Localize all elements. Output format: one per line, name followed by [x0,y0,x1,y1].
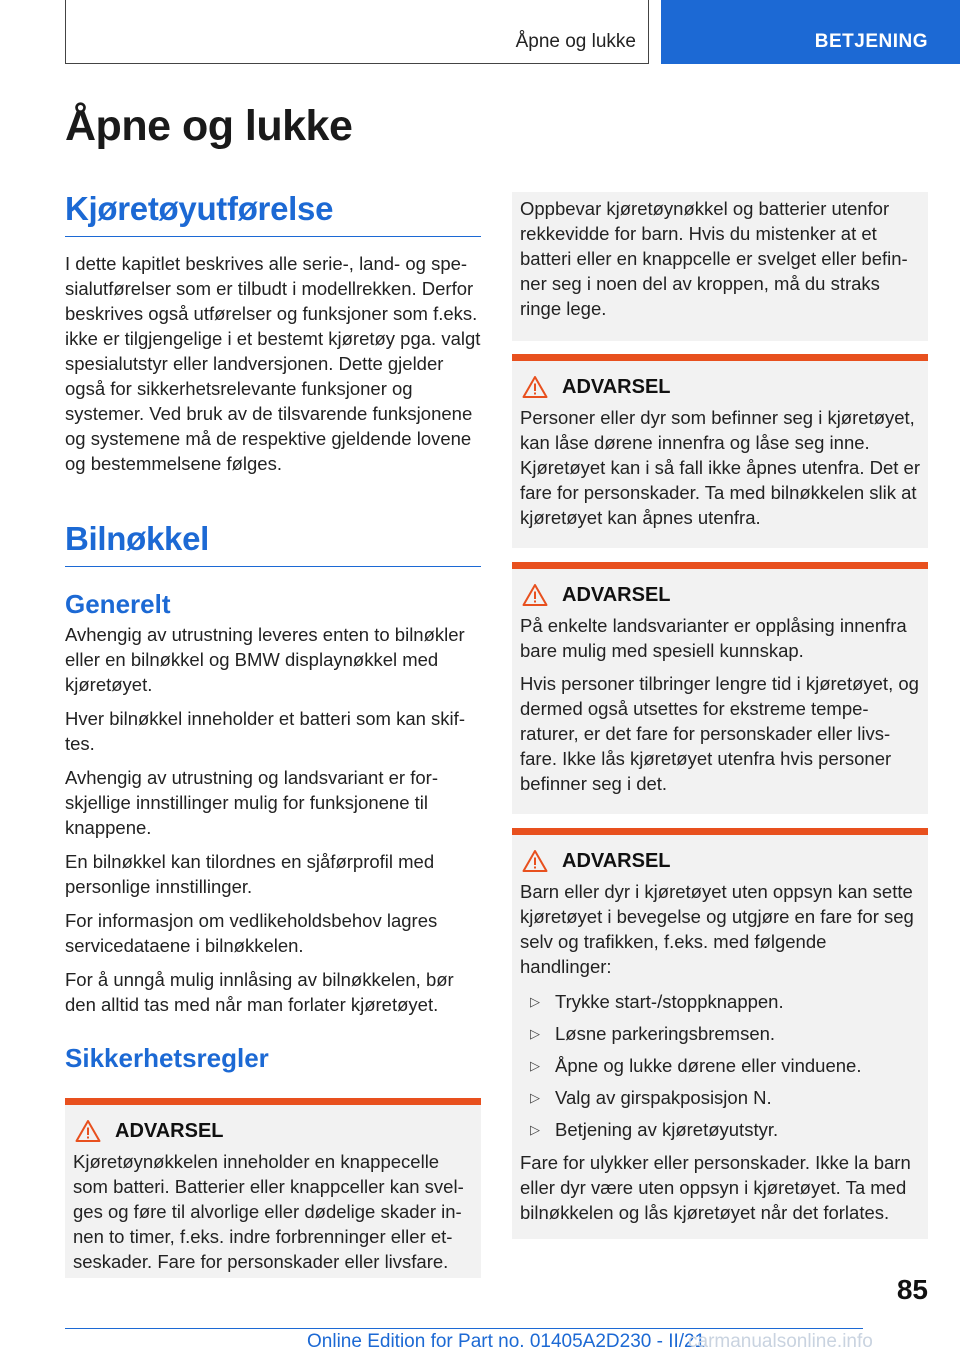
list-item-text: Løsne parkeringsbremsen. [555,1023,776,1044]
general-paragraph: Avhengig av utrustning leveres enten to bilnøkler eller en bilnøkkel og BMW displaynøkkel med kjøretøyet. [65,624,465,695]
list-item [520,1053,920,1078]
footer-watermark: carmanualsonline.info [688,1331,873,1352]
warning-outro-text: Fare for ulykker eller personskader. Ikke la barn eller dyr være uten oppsyn i kjøretøyet. Ta med bilnøkkelen og lås kjøretøyet når det forlates. [520,1152,911,1223]
header-section-title: Åpne og lukke [515,31,636,52]
warning-box [512,354,928,548]
list-item-text: Trykke start-/stoppknappen. [555,991,784,1012]
warning-box [512,828,928,1239]
warning-title-label: ADVARSEL [562,375,671,398]
list-item [520,989,920,1014]
list-item-text: Åpne og lukke dørene eller vinduene. [555,1055,862,1076]
warning-title [73,1119,473,1143]
header-chapter-tab: BETJENING [661,0,960,64]
list-item [520,1117,920,1142]
warning-triangle-icon [75,1119,101,1143]
right-column [512,192,928,1239]
warning-triangle-icon [522,375,548,399]
warning-text: Hvis personer tilbringer lengre tid i kjøretøyet, og dermed også utsettes for ekstreme temperaturer, er det fare for personskader eller livsfare. Ikke lås kjøretøyet utenfra hvis personer befinner seg i det. [520,673,919,794]
warning-continued-box [512,192,928,341]
footer-edition-text: Online Edition for Part no. 01405A2D230 - II/21 [307,1331,706,1352]
triangle-bullet-icon: ▷ [530,1090,540,1105]
warning-text: På enkelte landsvarianter er opplåsing innenfra bare mulig med spesiell kunnskap. [520,615,907,661]
left-column [65,190,481,1278]
footer-divider [65,1328,863,1329]
warning-text: Kjøretøynøkkelen inneholder en knappecelle som batteri. Batterier eller knappceller kan svelges og føre til alvorlige eller dødelige skader innen to timer, f.eks. indre forbrenninger eller etseskader. Fare for personskader eller livsfare. [73,1151,464,1272]
list-item [520,1085,920,1110]
list-item [520,1021,920,1046]
warning-intro-text: Barn eller dyr i kjøretøyet uten oppsyn kan sette kjøretøyet i bevegelse og utgjøre en fare for seg selv og trafikken, f.eks. med følgende handlinger: [520,881,914,977]
vehicle-heading: Kjøretøyutførelse [65,190,481,237]
general-paragraph: For å unngå mulig innlåsing av bilnøkkelen, bør den alltid tas med når man forlater kjøretøyet. [65,969,454,1015]
warning-triangle-icon [522,849,548,873]
general-heading: Generelt [65,589,171,619]
triangle-bullet-icon: ▷ [530,1058,540,1073]
key-heading: Bilnøkkel [65,520,481,567]
warning-box [65,1098,481,1278]
warning-title-label: ADVARSEL [562,849,671,872]
warning-list [520,989,920,1142]
header-section-box [65,0,649,64]
vehicle-text: I dette kapitlet beskrives alle serie-, land- og spesialutførelser som er tilbudt i modellrekken. Derfor beskrives også utførelser og funksjoner som f.eks. ikke er tilgjengelige i et bestemt kjøretøy pga. valgt spesialutstyr eller landversjonen. Dette gjelder også for sikkerhetsrelevante funksjoner og systemer. Ved bruk av de tilsvarende funksjonene og systemene må de respektive gjeldende lovene og bestemmelsene følges. [65,253,481,474]
list-item-text: Valg av girspakposisjon N. [555,1087,772,1108]
page-number: 85 [896,1274,928,1305]
general-paragraph: En bilnøkkel kan tilordnes en sjåførprofil med personlige innstillinger. [65,851,435,897]
warning-title [520,849,920,873]
safety-heading: Sikkerhetsregler [65,1043,269,1073]
warning-text: Personer eller dyr som befinner seg i kjøretøyet, kan låse dørene innenfra og låse seg inne. Kjøretøyet kan i så fall ikke åpnes utenfra. Det er fare for personskader. Ta med bilnøkkelen slik at kjøretøyet kan åpnes utenfra. [520,407,920,528]
warning-title [520,375,920,399]
list-item-text: Betjening av kjøretøyutstyr. [555,1119,779,1140]
triangle-bullet-icon: ▷ [530,994,540,1009]
warning-title-label: ADVARSEL [115,1119,224,1142]
warning-continued-text: Oppbevar kjøretøynøkkel og batterier utenfor rekkevidde for barn. Hvis du mistenker at et batteri eller en knappcelle er svelget eller befinner seg i noen del av kroppen, må du straks ringe lege. [520,198,908,319]
warning-title-label: ADVARSEL [562,583,671,606]
general-paragraph: Hver bilnøkkel inneholder et batteri som kan skiftes. [65,708,465,754]
triangle-bullet-icon: ▷ [530,1122,540,1137]
warning-box [512,562,928,814]
triangle-bullet-icon: ▷ [530,1026,540,1041]
warning-triangle-icon [522,583,548,607]
general-paragraph: Avhengig av utrustning og landsvariant er forskjellige innstillinger mulig for funksjonene til knappene. [65,767,438,838]
warning-title [520,583,920,607]
page-title: Åpne og lukke [65,102,353,150]
general-paragraph: For informasjon om vedlikeholdsbehov lagres servicedataene i bilnøkkelen. [65,910,438,956]
